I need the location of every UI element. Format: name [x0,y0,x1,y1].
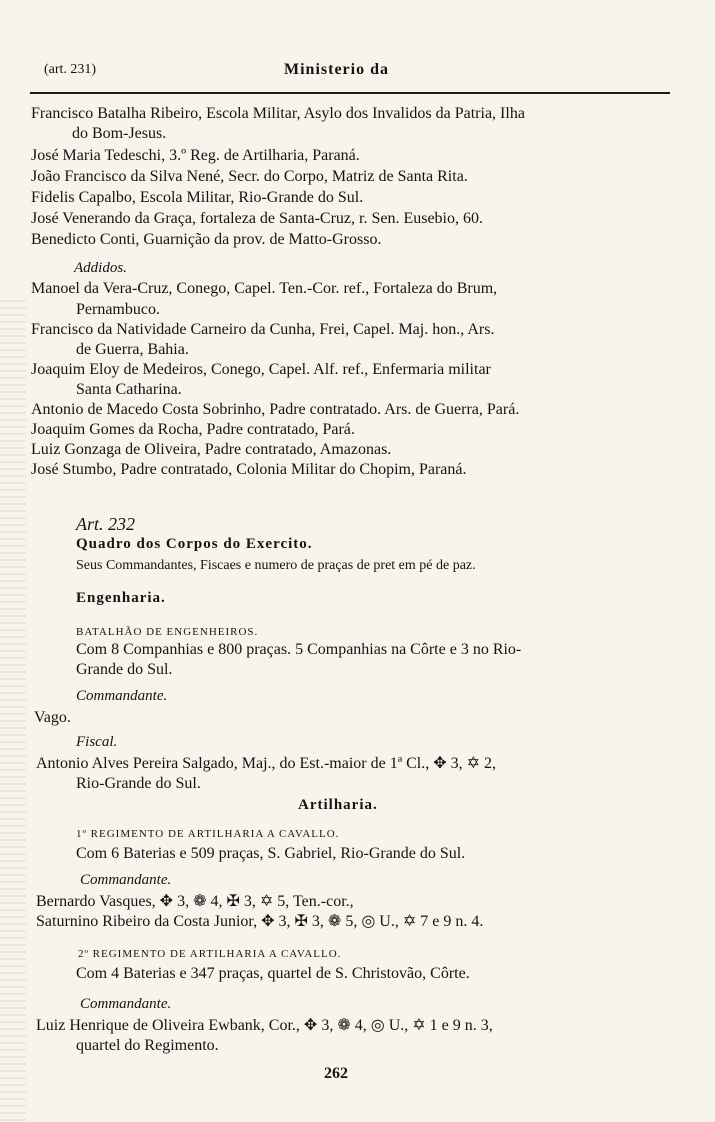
unit-title: BATALHÃO DE ENGENHEIROS. [76,626,259,638]
list-item: João Francisco da Silva Nené, Secr. do Corpo, Matriz de Santa Rita. [31,168,468,185]
artilharia-heading: Artilharia. [298,797,378,813]
article-number: Art. 232 [76,514,136,534]
unit-title: 1º REGIMENTO DE ARTILHARIA A CAVALLO. [76,828,340,840]
section-subtitle: Seus Commandantes, Fiscaes e numero de praças de pret em pé de paz. [76,558,476,573]
commandante-entry: Luiz Henrique de Oliveira Ewbank, Cor., ✥ 3, ❁ 4, ◎ U., ✡ 1 e 9 n. 3, [36,1017,493,1034]
list-item: Francisco da Natividade Carneiro da Cunha, Frei, Capel. Maj. hon., Ars. [31,321,495,338]
unit-description: Grande do Sul. [76,661,173,678]
list-item: Francisco Batalha Ribeiro, Escola Militar, Asylo dos Invalidos da Patria, Ilha [31,105,525,122]
list-item: Joaquim Eloy de Medeiros, Conego, Capel. Alf. ref., Enfermaria militar [31,361,491,378]
commandante-label: Commandante. [80,872,172,888]
list-item: Antonio de Macedo Costa Sobrinho, Padre contratado. Ars. de Guerra, Pará. [31,401,520,418]
unit-description: Com 8 Companhias e 800 praças. 5 Companhias na Côrte e 3 no Rio- [76,641,522,658]
list-item: Fidelis Capalbo, Escola Militar, Rio-Grande do Sul. [31,189,364,206]
page-number: 262 [324,1065,348,1082]
commandante-label: Commandante. [76,688,168,704]
header-title: Ministerio da [284,61,389,78]
commandante-entry: Bernardo Vasques, ✥ 3, ❁ 4, ✠ 3, ✡ 5, Ten.-cor., [36,893,354,910]
section-title: Quadro dos Corpos do Exercito. [76,536,313,552]
unit-description: Com 6 Baterias e 509 praças, S. Gabriel, Rio-Grande do Sul. [76,845,466,862]
list-item: Joaquim Gomes da Rocha, Padre contratado, Pará. [31,421,355,438]
list-item: José Maria Tedeschi, 3.º Reg. de Artilharia, Paraná. [31,147,360,164]
fiscal-label: Fiscal. [76,734,118,750]
header-article: (art. 231) [44,62,97,77]
list-item: José Venerando da Graça, fortaleza de Santa-Cruz, r. Sen. Eusebio, 60. [31,210,483,227]
unit-description: Com 4 Baterias e 347 praças, quartel de S. Christovão, Côrte. [76,965,470,982]
list-item: de Guerra, Bahia. [76,341,189,358]
commandante-entry: Saturnino Ribeiro da Costa Junior, ✥ 3, ✠ 3, ❁ 5, ◎ U., ✡ 7 e 9 n. 4. [36,913,484,930]
commandante-entry: quartel do Regimento. [76,1037,219,1054]
commandante-label: Commandante. [80,996,172,1012]
fiscal-entry: Antonio Alves Pereira Salgado, Maj., do Est.-maior de 1ª Cl., ✥ 3, ✡ 2, [36,755,497,772]
list-item: Manoel da Vera-Cruz, Conego, Capel. Ten.-Cor. ref., Fortaleza do Brum, [31,280,498,297]
addidos-label: Addidos. [74,260,127,276]
list-item: do Bom-Jesus. [72,125,167,142]
list-item: Benedicto Conti, Guarnição da prov. de Matto-Grosso. [31,231,382,248]
binding-gutter [0,300,26,1122]
fiscal-entry: Rio-Grande do Sul. [76,775,201,792]
page-header [44,62,674,86]
list-item: Santa Catharina. [76,381,182,398]
list-item: José Stumbo, Padre contratado, Colonia Militar do Chopim, Paraná. [31,461,467,478]
header-rule [30,92,670,94]
commandante-value: Vago. [34,709,71,726]
engenharia-heading: Engenharia. [76,590,166,606]
unit-title: 2º REGIMENTO DE ARTILHARIA A CAVALLO. [78,948,342,960]
list-item: Pernambuco. [76,301,160,318]
list-item: Luiz Gonzaga de Oliveira, Padre contratado, Amazonas. [31,441,392,458]
